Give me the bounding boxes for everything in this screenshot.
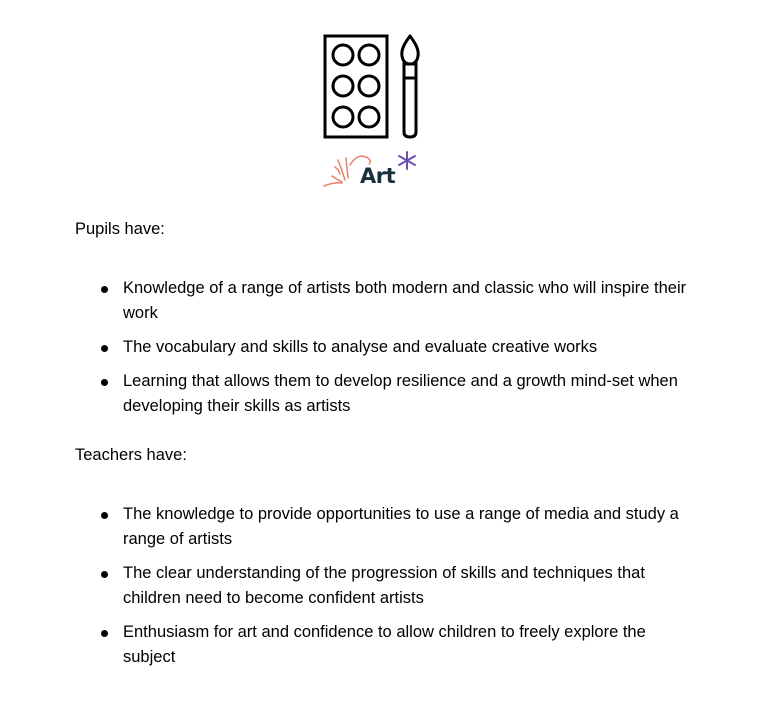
list-item: Learning that allows them to develop resilience and a growth mind-set when developing their skills as artists xyxy=(75,369,695,419)
bullet-icon xyxy=(101,571,108,578)
bullet-icon xyxy=(101,630,108,637)
subject-title: Art xyxy=(360,164,396,188)
list-item: Knowledge of a range of artists both modern and classic who will inspire their work xyxy=(75,276,695,326)
pupils-list xyxy=(75,276,695,419)
pupils-heading: Pupils have: xyxy=(75,220,165,238)
list-item: The clear understanding of the progression of skills and techniques that children need to become confident artists xyxy=(75,561,695,611)
list-item: The vocabulary and skills to analyse and evaluate creative works xyxy=(75,335,695,360)
list-item: Enthusiasm for art and confidence to allow children to freely explore the subject xyxy=(75,620,695,670)
bullet-icon xyxy=(101,379,108,386)
bullet-icon xyxy=(101,286,108,293)
bullet-icon xyxy=(101,512,108,519)
list-item: The knowledge to provide opportunities to use a range of media and study a range of artists xyxy=(75,502,695,552)
teachers-list xyxy=(75,502,695,670)
teachers-heading: Teachers have: xyxy=(75,446,187,464)
bullet-icon xyxy=(101,345,108,352)
